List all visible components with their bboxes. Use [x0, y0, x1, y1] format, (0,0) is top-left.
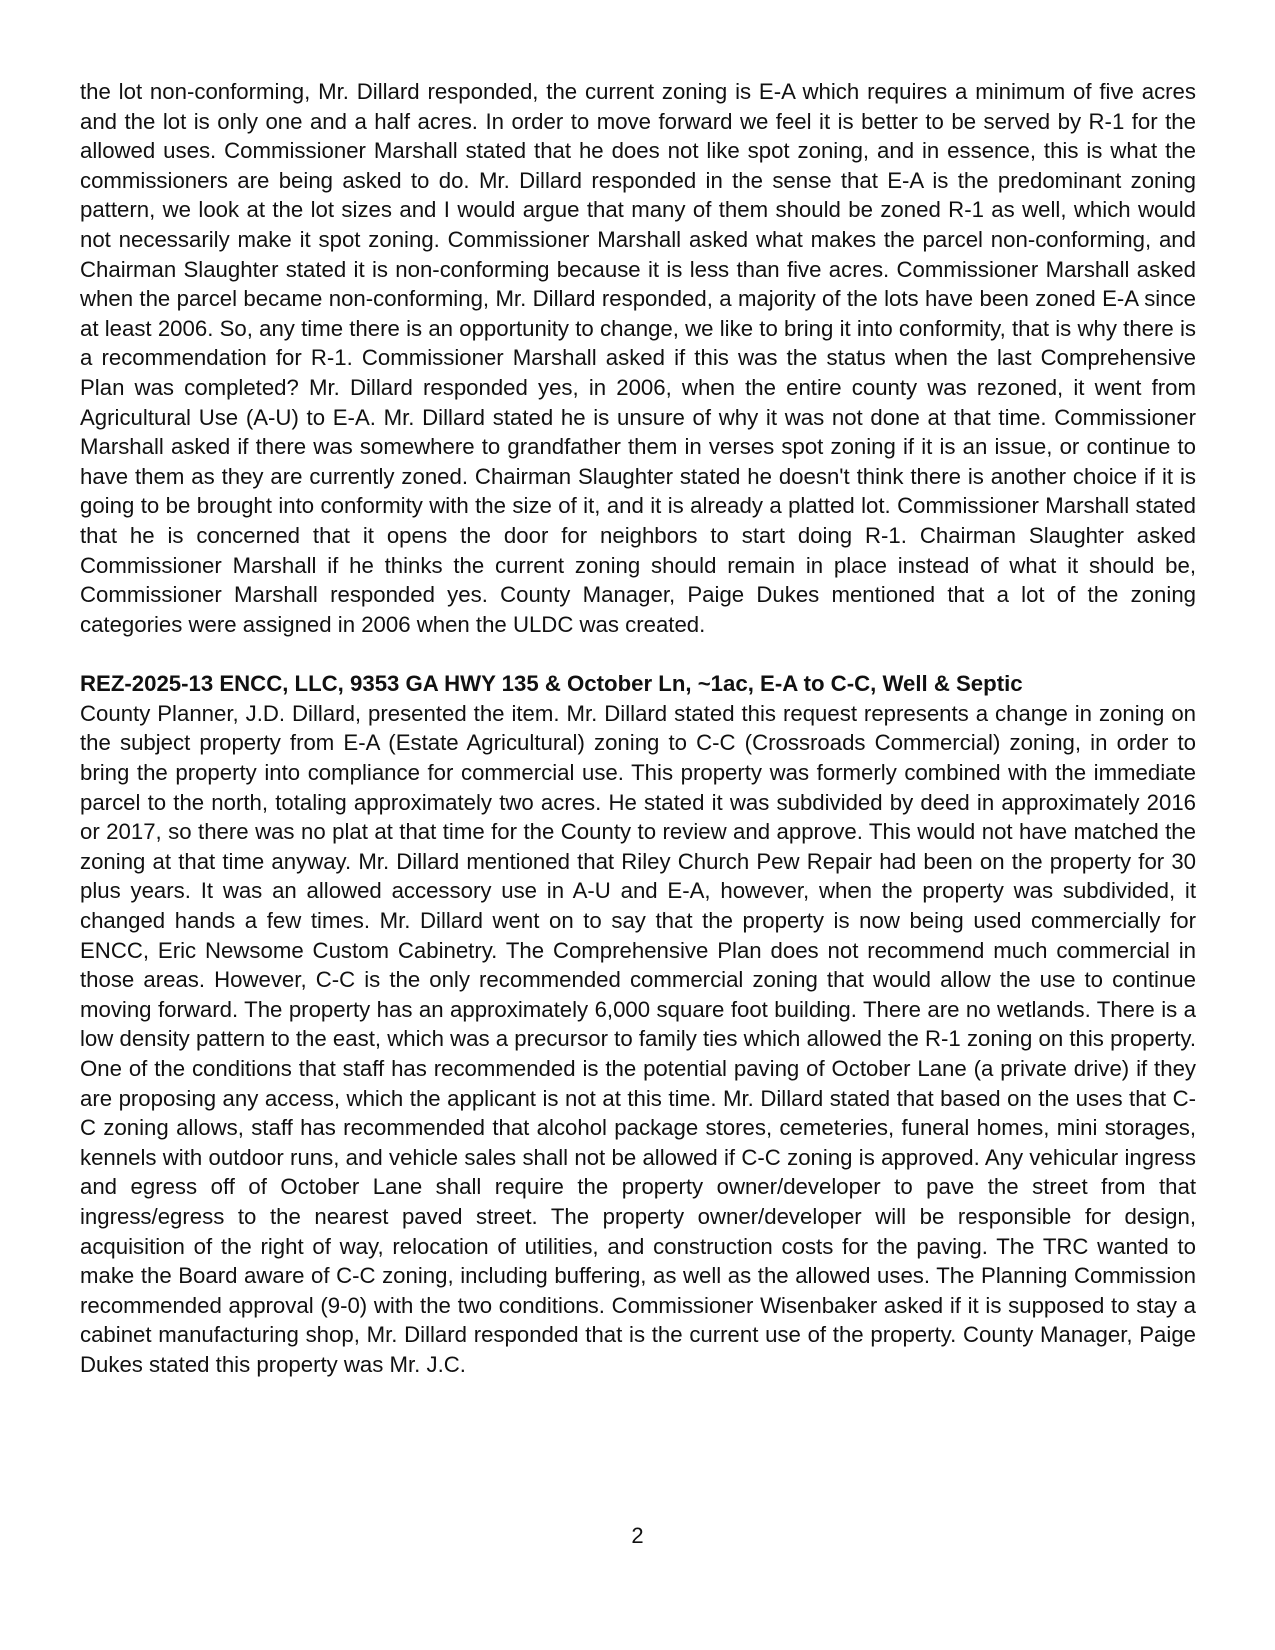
document-page [80, 77, 1196, 1380]
page-number: 2 [631, 1523, 644, 1548]
paragraph-spacer [80, 639, 1196, 669]
body-paragraph-2: County Planner, J.D. Dillard, presented the item. Mr. Dillard stated this request represents a change in zoning on the subject property from E-A (Estate Agricultural) zoning to C-C (Crossroads Commercial) zoning, in order to bring the property into compliance for commercial use. This property was formerly combined with the immediate parcel to the north, totaling approximately two acres. He stated it was subdivided by deed in approximately 2016 or 2017, so there was no plat at that time for the County to review and approve. This would not have matched the zoning at that time anyway. Mr. Dillard mentioned that Riley Church Pew Repair had been on the property for 30 plus years. It was an allowed accessory use in A-U and E-A, however, when the property was subdivided, it changed hands a few times. Mr. Dillard went on to say that the property is now being used commercially for ENCC, Eric Newsome Custom Cabinetry. The Comprehensive Plan does not recommend much commercial in those areas. However, C-C is the only recommended commercial zoning that would allow the use to continue moving forward. The property has an approximately 6,000 square foot building. There are no wetlands. There is a low density pattern to the east, which was a precursor to family ties which allowed the R-1 zoning on this property. One of the conditions that staff has recommended is the potential paving of October Lane (a private drive) if they are proposing any access, which the applicant is not at this time. Mr. Dillard stated that based on the uses that C-C zoning allows, staff has recommended that alcohol package stores, cemeteries, funeral homes, mini storages, kennels with outdoor runs, and vehicle sales shall not be allowed if C-C zoning is approved. Any vehicular ingress and egress off of October Lane shall require the property owner/developer to pave the street from that ingress/egress to the nearest paved street. The property owner/developer will be responsible for design, acquisition of the right of way, relocation of utilities, and construction costs for the paving. The TRC wanted to make the Board aware of C-C zoning, including buffering, as well as the allowed uses. The Planning Commission recommended approval (9-0) with the two conditions. Commissioner Wisenbaker asked if it is supposed to stay a cabinet manufacturing shop, Mr. Dillard responded that is the current use of the property. County Manager, Paige Dukes stated this property was Mr. J.C. [80, 700, 1196, 1377]
section-heading: REZ-2025-13 ENCC, LLC, 9353 GA HWY 135 & October Ln, ~1ac, E-A to C-C, Well & Septic [80, 671, 1023, 697]
body-paragraph-1: the lot non-conforming, Mr. Dillard responded, the current zoning is E-A which requires a minimum of five acres and the lot is only one and a half acres. In order to move forward we feel it is better to be served by R-1 for the allowed uses. Commissioner Marshall stated that he does not like spot zoning, and in essence, this is what the commissioners are being asked to do. Mr. Dillard responded in the sense that E-A is the predominant zoning pattern, we look at the lot sizes and I would argue that many of them should be zoned R-1 as well, which would not necessarily make it spot zoning. Commissioner Marshall asked what makes the parcel non-conforming, and Chairman Slaughter stated it is non-conforming because it is less than five acres. Commissioner Marshall asked when the parcel became non-conforming, Mr. Dillard responded, a majority of the lots have been zoned E-A since at least 2006. So, any time there is an opportunity to change, we like to bring it into conformity, that is why there is a recommendation for R-1. Commissioner Marshall asked if this was the status when the last Comprehensive Plan was completed? Mr. Dillard responded yes, in 2006, when the entire county was rezoned, it went from Agricultural Use (A-U) to E-A. Mr. Dillard stated he is unsure of why it was not done at that time. Commissioner Marshall asked if there was somewhere to grandfather them in verses spot zoning if it is an issue, or continue to have them as they are currently zoned. Chairman Slaughter stated he doesn't think there is another choice if it is going to be brought into conformity with the size of it, and it is already a platted lot. Commissioner Marshall stated that he is concerned that it opens the door for neighbors to start doing R-1. Chairman Slaughter asked Commissioner Marshall if he thinks the current zoning should remain in place instead of what it should be, Commissioner Marshall responded yes. County Manager, Paige Dukes mentioned that a lot of the zoning categories were assigned in 2006 when the ULDC was created. [80, 79, 1196, 637]
